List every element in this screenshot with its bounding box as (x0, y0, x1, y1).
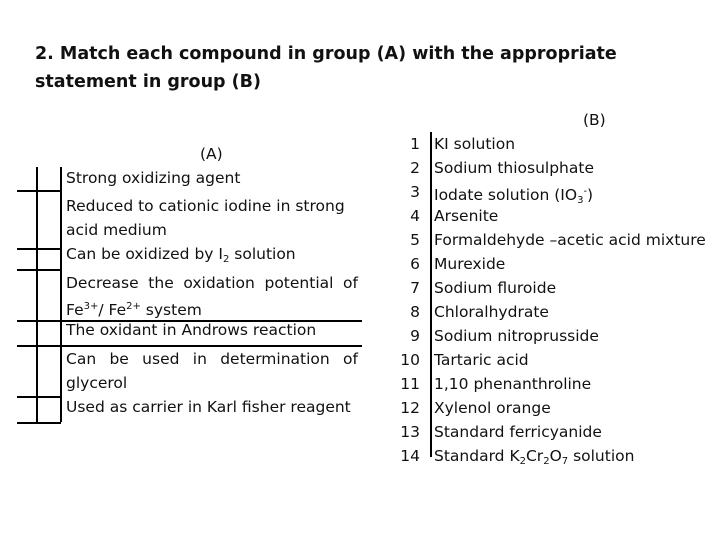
item-text: Formaldehyde –acetic acid mixture (434, 231, 706, 249)
table-border (36, 167, 38, 422)
item-number: 7 (410, 279, 420, 297)
group-a-item-text: glycerol (66, 374, 128, 392)
item-text: Tartaric acid (434, 351, 529, 369)
group-b-item (390, 156, 720, 180)
subscript: 2 (543, 456, 550, 467)
group-a-table (17, 142, 362, 422)
superscript: - (583, 186, 588, 197)
item-number: 13 (400, 423, 420, 441)
item-text: KI solution (434, 135, 516, 153)
subscript: 7 (561, 456, 569, 467)
group-a-item-text: acid medium (66, 221, 167, 239)
superscript: 2+ (126, 301, 141, 312)
group-b-item (390, 420, 720, 444)
group-b-item (390, 228, 720, 252)
group-a-item (66, 395, 358, 419)
group-a-item-text: solution (229, 245, 296, 263)
item-number: 5 (410, 231, 420, 249)
group-a-item (66, 271, 358, 322)
item-text: Standard ferricyanide (434, 423, 602, 441)
group-a-item-text: Decrease the oxidation potential of (66, 274, 358, 292)
question-prompt (35, 40, 675, 96)
item-number: 8 (410, 303, 420, 321)
group-b-item (390, 372, 720, 396)
group-b-item (390, 252, 720, 276)
item-text-part: solution (568, 447, 635, 465)
group-b-item (390, 300, 720, 324)
group-b-item (390, 132, 720, 156)
group-b-table (390, 108, 720, 478)
group-a-item-text: system (140, 301, 202, 319)
item-text-part: O (549, 447, 562, 465)
group-b-item (390, 204, 720, 228)
item-text-part: Cr (525, 447, 544, 465)
item-number: 6 (410, 255, 420, 273)
group-b-header: (B) (583, 111, 606, 129)
group-a-item-text: Fe (66, 301, 84, 319)
subscript: 2 (222, 254, 230, 265)
group-a-item (66, 242, 358, 272)
row-divider (17, 422, 61, 424)
subscript: 3 (577, 195, 584, 206)
group-a-item-text: Can be used in determination of (66, 350, 358, 368)
item-text-part: Standard K (434, 447, 520, 465)
group-a-item (66, 166, 358, 190)
row-divider (17, 269, 61, 271)
group-a-item-text: Strong oxidizing agent (66, 169, 241, 187)
question-text: Match each compound in group (A) with the appropriate statement in group (B) (35, 44, 617, 92)
item-text: Chloralhydrate (434, 303, 549, 321)
item-text-part: Iodate solution (IO (434, 186, 578, 204)
group-a-item (66, 347, 358, 395)
group-a-item-text: Used as carrier in Karl fisher reagent (66, 398, 351, 416)
group-a-item-text: The oxidant in Androws reaction (66, 321, 317, 339)
item-text: Sodium thiosulphate (434, 159, 594, 177)
item-text: Sodium fluroide (434, 279, 557, 297)
question-number: 2. (35, 44, 54, 64)
group-a-header: (A) (200, 145, 223, 163)
row-divider (17, 248, 61, 250)
item-text: Xylenol orange (434, 399, 551, 417)
group-b-item (390, 444, 720, 468)
row-divider (17, 396, 61, 398)
item-number: 14 (400, 447, 420, 465)
item-number: 10 (400, 351, 420, 369)
group-b-item (390, 396, 720, 420)
item-text: Arsenite (434, 207, 499, 225)
group-a-item-text: Can be oxidized by I (66, 245, 223, 263)
item-text (434, 444, 634, 474)
item-number: 1 (410, 135, 420, 153)
table-border (60, 167, 62, 422)
superscript: 3+ (83, 301, 99, 312)
group-b-item (390, 276, 720, 300)
item-text: 1,10 phenanthroline (434, 375, 592, 393)
item-number: 12 (400, 399, 420, 417)
item-text: Murexide (434, 255, 506, 273)
group-b-item (390, 180, 720, 204)
group-a-item-text: / Fe (98, 301, 127, 319)
row-divider (17, 190, 61, 192)
item-text-part: ) (587, 186, 594, 204)
subscript: 2 (519, 456, 526, 467)
group-a-item (66, 194, 358, 242)
item-number: 3 (410, 183, 420, 201)
item-number: 11 (400, 375, 420, 393)
group-b-item (390, 348, 720, 372)
item-number: 9 (410, 327, 420, 345)
group-a-item (66, 318, 358, 342)
item-text: Sodium nitroprusside (434, 327, 599, 345)
group-b-item (390, 324, 720, 348)
item-number: 4 (410, 207, 420, 225)
group-a-item-text: Reduced to cationic iodine in strong (66, 197, 345, 215)
item-number: 2 (410, 159, 420, 177)
